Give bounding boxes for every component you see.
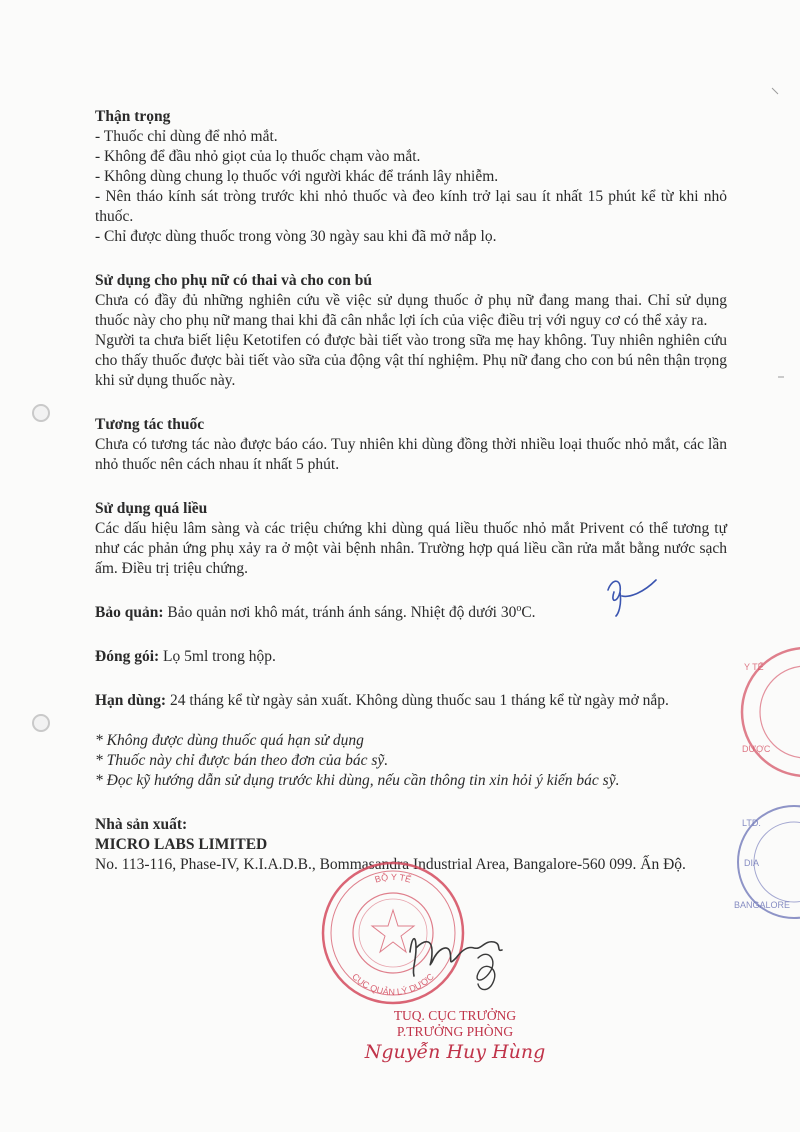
overdose-section	[95, 499, 727, 579]
interactions-section	[95, 415, 727, 475]
pregnancy-section	[95, 271, 727, 391]
punch-hole-top	[32, 404, 50, 422]
degree-symbol: o	[516, 602, 522, 614]
svg-text:DƯỢC: DƯỢC	[742, 744, 771, 754]
note-line: * Đọc kỹ hướng dẫn sử dụng trước khi dùng, nếu cần thông tin xin hỏi ý kiến bác sỹ.	[95, 772, 620, 789]
shelf-life-line	[95, 691, 727, 711]
precautions-line: - Không để đầu nhỏ giọt của lọ thuốc chạm vào mắt.	[95, 148, 421, 165]
svg-text:BỘ Y TẾ: BỘ Y TẾ	[373, 871, 413, 885]
manufacturer-name: MICRO LABS LIMITED	[95, 836, 268, 853]
overdose-text: Các dấu hiệu lâm sàng và các triệu chứng khi dùng quá liều thuốc nhỏ mắt Privent có thể tương tự như các phản ứng phụ xảy ra ở một vài bệnh nhân. Trường hợp quá liều cần rửa mắt bằng nước sạch ấm. Điều trị triệu chứng.	[95, 520, 727, 577]
precautions-section	[95, 107, 727, 247]
note-line: * Thuốc này chỉ được bán theo đơn của bác sỹ.	[95, 752, 389, 769]
manufacturer-heading: Nhà sản xuất:	[95, 816, 188, 833]
packaging-text: Lọ 5ml trong hộp.	[159, 648, 276, 665]
storage-label: Bảo quản:	[95, 604, 164, 621]
svg-text:DIA: DIA	[744, 858, 760, 868]
pregnancy-paragraph-2: Người ta chưa biết liệu Ketotifen có được bài tiết vào trong sữa mẹ hay không. Tuy nhiên nghiên cứu cho thấy thuốc được bài tiết vào sữa của động vật thí nghiệm. Phụ nữ đang cho con bú nên thận trọng khi sử dụng thuốc này.	[95, 332, 727, 389]
note-line: * Không được dùng thuốc quá hạn sử dụng	[95, 732, 364, 749]
punch-hole-bottom	[32, 714, 50, 732]
margin-mark	[770, 86, 780, 96]
precautions-line: - Chỉ được dùng thuốc trong vòng 30 ngày sau khi đã mở nắp lọ.	[95, 228, 497, 245]
signer-name: Nguyễn Huy Hùng	[364, 1041, 546, 1063]
signature-scribble	[398, 918, 518, 998]
svg-text:BANGALORE: BANGALORE	[734, 900, 791, 910]
leaflet-content	[95, 107, 727, 875]
approval-block	[330, 1008, 580, 1063]
interactions-heading: Tương tác thuốc	[95, 416, 205, 433]
svg-text:LTD.: LTD.	[742, 818, 761, 828]
packaging-line	[95, 647, 727, 667]
pregnancy-heading: Sử dụng cho phụ nữ có thai và cho con bú	[95, 272, 373, 289]
shelf-life-text: 24 tháng kể từ ngày sản xuất. Không dùng thuốc sau 1 tháng kể từ ngày mở nắp.	[166, 692, 669, 709]
partial-red-stamp	[728, 640, 800, 790]
initials-mark	[600, 570, 660, 620]
precautions-line: - Thuốc chỉ dùng để nhỏ mắt.	[95, 128, 278, 145]
partial-blue-stamp	[722, 800, 800, 930]
notes-section	[95, 731, 727, 791]
approval-line-2: P.TRƯỞNG PHÒNG	[396, 1024, 514, 1039]
manufacturer-address: No. 113-116, Phase-IV, K.I.A.D.B., Bommasandra Industrial Area, Bangalore-560 099. Ấn Độ.	[95, 856, 686, 873]
svg-text:Y TẾ: Y TẾ	[744, 662, 764, 672]
storage-unit: C.	[521, 604, 536, 621]
storage-text: Bảo quản nơi khô mát, tránh ánh sáng. Nhiệt độ dưới 30	[163, 604, 517, 621]
packaging-label: Đóng gói:	[95, 648, 160, 665]
precautions-line: - Nên tháo kính sát tròng trước khi nhỏ thuốc và đeo kính trở lại sau ít nhất 15 phút kể từ khi nhỏ thuốc.	[95, 188, 727, 225]
interactions-text: Chưa có tương tác nào được báo cáo. Tuy nhiên khi dùng đồng thời nhiều loại thuốc nhỏ mắt, các lần nhỏ thuốc nên cách nhau ít nhất 5 phút.	[95, 436, 727, 473]
margin-mark	[776, 372, 786, 382]
precautions-line: - Không dùng chung lọ thuốc với người khác để tránh lây nhiễm.	[95, 168, 499, 185]
svg-text:CỤC QUẢN LÝ DƯỢC: CỤC QUẢN LÝ DƯỢC	[350, 971, 436, 998]
precautions-heading: Thận trọng	[95, 108, 171, 125]
overdose-heading: Sử dụng quá liều	[95, 500, 208, 517]
pregnancy-paragraph-1: Chưa có đầy đủ những nghiên cứu về việc sử dụng thuốc ở phụ nữ đang mang thai. Chỉ sử dụng thuốc này cho phụ nữ mang thai khi đã cân nhắc lợi ích của việc điều trị với nguy cơ có thể xảy ra.	[95, 292, 727, 329]
shelf-life-label: Hạn dùng:	[95, 692, 167, 709]
approval-line-1: TUQ. CỤC TRƯỞNG	[393, 1008, 517, 1023]
